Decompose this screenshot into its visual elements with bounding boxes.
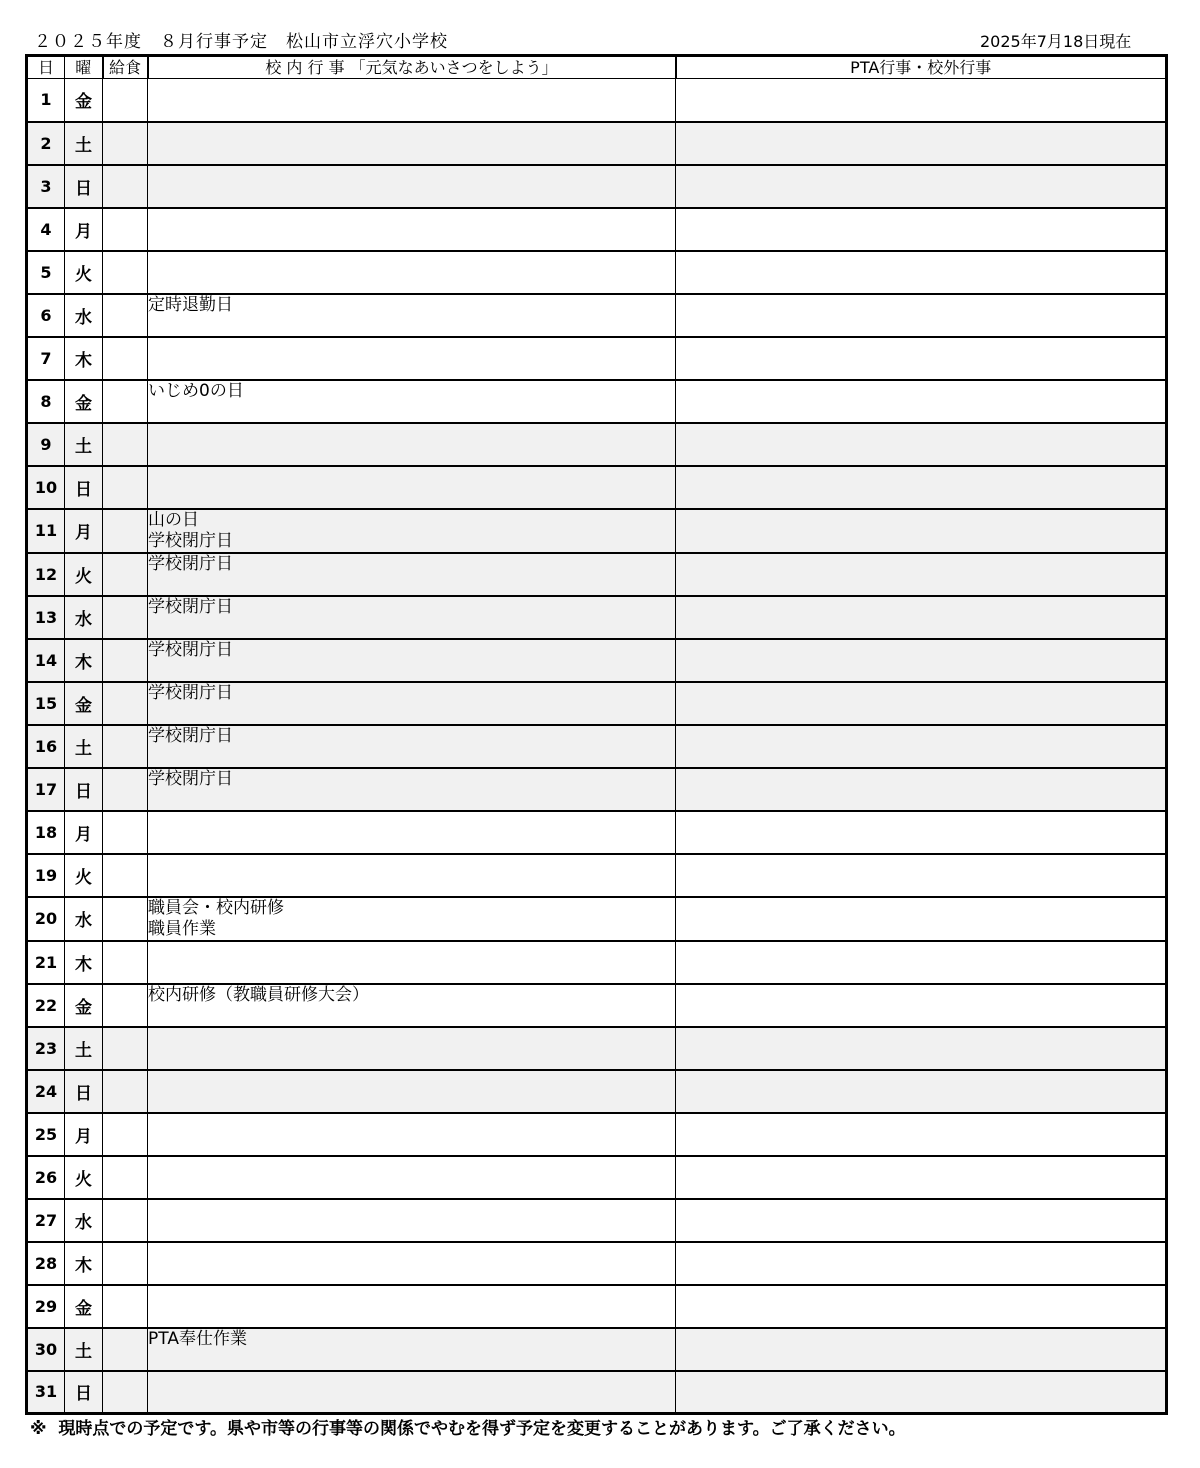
- table-row: [27, 1328, 1167, 1371]
- pta-event-cell: [676, 1199, 1167, 1242]
- school-event-cell: [148, 1371, 676, 1414]
- lunch-cell: [103, 984, 148, 1027]
- pta-event-cell: [676, 1113, 1167, 1156]
- school-event-cell: 学校閉庁日: [148, 682, 676, 725]
- header-row: [27, 56, 1167, 79]
- day-cell: 7: [27, 337, 65, 380]
- weekday-cell: 月: [65, 811, 103, 854]
- pta-event-cell: [676, 1027, 1167, 1070]
- pta-event-cell: [676, 251, 1167, 294]
- lunch-cell: [103, 1070, 148, 1113]
- day-cell: 13: [27, 596, 65, 639]
- school-event-cell: 学校閉庁日: [148, 768, 676, 811]
- table-row: [27, 984, 1167, 1027]
- pta-event-cell: [676, 122, 1167, 165]
- weekday-cell: 木: [65, 639, 103, 682]
- day-cell: 3: [27, 165, 65, 208]
- lunch-cell: [103, 1371, 148, 1414]
- school-event-cell: 学校閉庁日: [148, 553, 676, 596]
- weekday-cell: 金: [65, 1285, 103, 1328]
- table-row: [27, 725, 1167, 768]
- table-row: [27, 768, 1167, 811]
- school-event-cell: [148, 1027, 676, 1070]
- lunch-cell: [103, 122, 148, 165]
- lunch-cell: [103, 1113, 148, 1156]
- table-row: [27, 122, 1167, 165]
- school-event-cell: 学校閉庁日: [148, 639, 676, 682]
- lunch-cell: [103, 682, 148, 725]
- lunch-cell: [103, 509, 148, 553]
- col-lunch: 給食: [103, 56, 148, 79]
- lunch-cell: [103, 337, 148, 380]
- lunch-cell: [103, 1285, 148, 1328]
- lunch-cell: [103, 639, 148, 682]
- lunch-cell: [103, 811, 148, 854]
- weekday-cell: 木: [65, 1242, 103, 1285]
- lunch-cell: [103, 79, 148, 122]
- col-pta-events: PTA行事・校外行事: [676, 56, 1167, 79]
- weekday-cell: 金: [65, 984, 103, 1027]
- weekday-cell: 金: [65, 79, 103, 122]
- lunch-cell: [103, 1027, 148, 1070]
- pta-event-cell: [676, 682, 1167, 725]
- pta-event-cell: [676, 1371, 1167, 1414]
- day-cell: 14: [27, 639, 65, 682]
- school-event-cell: [148, 811, 676, 854]
- as-of-date: 2025年7月18日現在: [980, 32, 1132, 51]
- day-cell: 15: [27, 682, 65, 725]
- day-cell: 19: [27, 854, 65, 897]
- pta-event-cell: [676, 811, 1167, 854]
- day-cell: 18: [27, 811, 65, 854]
- pta-event-cell: [676, 208, 1167, 251]
- weekday-cell: 水: [65, 596, 103, 639]
- pta-event-cell: [676, 165, 1167, 208]
- day-cell: 30: [27, 1328, 65, 1371]
- day-cell: 27: [27, 1199, 65, 1242]
- day-cell: 11: [27, 509, 65, 553]
- day-cell: 28: [27, 1242, 65, 1285]
- school-event-cell: いじめ0の日: [148, 380, 676, 423]
- day-cell: 21: [27, 941, 65, 984]
- pta-event-cell: [676, 854, 1167, 897]
- school-event-cell: [148, 1113, 676, 1156]
- pta-event-cell: [676, 79, 1167, 122]
- weekday-cell: 月: [65, 1113, 103, 1156]
- day-cell: 10: [27, 466, 65, 509]
- day-cell: 20: [27, 897, 65, 941]
- day-cell: 25: [27, 1113, 65, 1156]
- pta-event-cell: [676, 553, 1167, 596]
- day-cell: 22: [27, 984, 65, 1027]
- school-event-cell: [148, 1242, 676, 1285]
- pta-event-cell: [676, 768, 1167, 811]
- school-event-cell: [148, 941, 676, 984]
- pta-event-cell: [676, 897, 1167, 941]
- school-event-cell: 学校閉庁日: [148, 596, 676, 639]
- weekday-cell: 水: [65, 1199, 103, 1242]
- weekday-cell: 火: [65, 553, 103, 596]
- day-cell: 16: [27, 725, 65, 768]
- school-event-cell: [148, 251, 676, 294]
- lunch-cell: [103, 251, 148, 294]
- lunch-cell: [103, 596, 148, 639]
- school-event-cell: [148, 854, 676, 897]
- table-row: [27, 1371, 1167, 1414]
- table-row: [27, 639, 1167, 682]
- school-event-cell: 定時退勤日: [148, 294, 676, 337]
- day-cell: 4: [27, 208, 65, 251]
- table-row: [27, 79, 1167, 122]
- lunch-cell: [103, 1242, 148, 1285]
- pta-event-cell: [676, 1285, 1167, 1328]
- table-row: [27, 380, 1167, 423]
- col-day: 日: [27, 56, 65, 79]
- day-cell: 24: [27, 1070, 65, 1113]
- school-event-cell: [148, 79, 676, 122]
- pta-event-cell: [676, 725, 1167, 768]
- weekday-cell: 月: [65, 208, 103, 251]
- day-cell: 26: [27, 1156, 65, 1199]
- table-row: [27, 466, 1167, 509]
- pta-event-cell: [676, 1070, 1167, 1113]
- lunch-cell: [103, 897, 148, 941]
- school-event-cell: [148, 165, 676, 208]
- table-row: [27, 294, 1167, 337]
- school-event-cell: [148, 1199, 676, 1242]
- weekday-cell: 日: [65, 1070, 103, 1113]
- day-cell: 23: [27, 1027, 65, 1070]
- school-event-cell: [148, 1070, 676, 1113]
- weekday-cell: 金: [65, 380, 103, 423]
- weekday-cell: 土: [65, 423, 103, 466]
- lunch-cell: [103, 294, 148, 337]
- lunch-cell: [103, 1328, 148, 1371]
- lunch-cell: [103, 466, 148, 509]
- table-row: [27, 1285, 1167, 1328]
- pta-event-cell: [676, 941, 1167, 984]
- lunch-cell: [103, 1199, 148, 1242]
- school-event-cell: 学校閉庁日: [148, 725, 676, 768]
- table-row: [27, 509, 1167, 553]
- lunch-cell: [103, 208, 148, 251]
- table-row: [27, 854, 1167, 897]
- pta-event-cell: [676, 380, 1167, 423]
- school-event-cell: 校内研修（教職員研修大会）: [148, 984, 676, 1027]
- day-cell: 17: [27, 768, 65, 811]
- school-event-cell: [148, 337, 676, 380]
- pta-event-cell: [676, 639, 1167, 682]
- table-row: [27, 1027, 1167, 1070]
- table-row: [27, 941, 1167, 984]
- table-row: [27, 596, 1167, 639]
- page-title: ２０２５年度 ８月行事予定 松山市立浮穴小学校: [34, 32, 448, 52]
- weekday-cell: 水: [65, 294, 103, 337]
- pta-event-cell: [676, 294, 1167, 337]
- day-cell: 6: [27, 294, 65, 337]
- lunch-cell: [103, 725, 148, 768]
- table-row: [27, 1156, 1167, 1199]
- pta-event-cell: [676, 466, 1167, 509]
- school-event-cell: 山の日 学校閉庁日: [148, 509, 676, 553]
- table-row: [27, 897, 1167, 941]
- weekday-cell: 水: [65, 897, 103, 941]
- school-event-cell: 職員会・校内研修 職員作業: [148, 897, 676, 941]
- weekday-cell: 月: [65, 509, 103, 553]
- lunch-cell: [103, 380, 148, 423]
- day-cell: 1: [27, 79, 65, 122]
- table-row: [27, 337, 1167, 380]
- school-event-cell: [148, 466, 676, 509]
- table-row: [27, 208, 1167, 251]
- table-row: [27, 251, 1167, 294]
- table-row: [27, 1070, 1167, 1113]
- table-row: [27, 682, 1167, 725]
- table-row: [27, 1242, 1167, 1285]
- pta-event-cell: [676, 1328, 1167, 1371]
- weekday-cell: 日: [65, 1371, 103, 1414]
- weekday-cell: 火: [65, 251, 103, 294]
- lunch-cell: [103, 423, 148, 466]
- weekday-cell: 日: [65, 466, 103, 509]
- lunch-cell: [103, 1156, 148, 1199]
- school-event-cell: PTA奉仕作業: [148, 1328, 676, 1371]
- day-cell: 12: [27, 553, 65, 596]
- school-event-cell: [148, 208, 676, 251]
- weekday-cell: 火: [65, 1156, 103, 1199]
- lunch-cell: [103, 854, 148, 897]
- weekday-cell: 日: [65, 165, 103, 208]
- table-row: [27, 811, 1167, 854]
- day-cell: 9: [27, 423, 65, 466]
- weekday-cell: 土: [65, 1027, 103, 1070]
- table-row: [27, 165, 1167, 208]
- weekday-cell: 土: [65, 122, 103, 165]
- day-cell: 2: [27, 122, 65, 165]
- lunch-cell: [103, 553, 148, 596]
- col-school-events: 校 内 行 事 「元気なあいさつをしよう」: [148, 56, 676, 79]
- lunch-cell: [103, 941, 148, 984]
- col-weekday: 曜: [65, 56, 103, 79]
- footer-note: ※ 現時点での予定です。県や市等の行事等の関係でやむを得ず予定を変更することがあります。ご了承ください。: [30, 1419, 906, 1439]
- day-cell: 29: [27, 1285, 65, 1328]
- pta-event-cell: [676, 596, 1167, 639]
- table-row: [27, 553, 1167, 596]
- pta-event-cell: [676, 423, 1167, 466]
- table-row: [27, 1113, 1167, 1156]
- day-cell: 5: [27, 251, 65, 294]
- weekday-cell: 日: [65, 768, 103, 811]
- school-event-cell: [148, 1156, 676, 1199]
- weekday-cell: 木: [65, 337, 103, 380]
- day-cell: 8: [27, 380, 65, 423]
- pta-event-cell: [676, 984, 1167, 1027]
- table-row: [27, 1199, 1167, 1242]
- weekday-cell: 木: [65, 941, 103, 984]
- weekday-cell: 土: [65, 725, 103, 768]
- weekday-cell: 土: [65, 1328, 103, 1371]
- school-event-cell: [148, 423, 676, 466]
- pta-event-cell: [676, 1242, 1167, 1285]
- pta-event-cell: [676, 337, 1167, 380]
- schedule-table: [25, 54, 1168, 1415]
- pta-event-cell: [676, 509, 1167, 553]
- school-event-cell: [148, 1285, 676, 1328]
- pta-event-cell: [676, 1156, 1167, 1199]
- school-event-cell: [148, 122, 676, 165]
- weekday-cell: 金: [65, 682, 103, 725]
- lunch-cell: [103, 768, 148, 811]
- lunch-cell: [103, 165, 148, 208]
- weekday-cell: 火: [65, 854, 103, 897]
- day-cell: 31: [27, 1371, 65, 1414]
- table-row: [27, 423, 1167, 466]
